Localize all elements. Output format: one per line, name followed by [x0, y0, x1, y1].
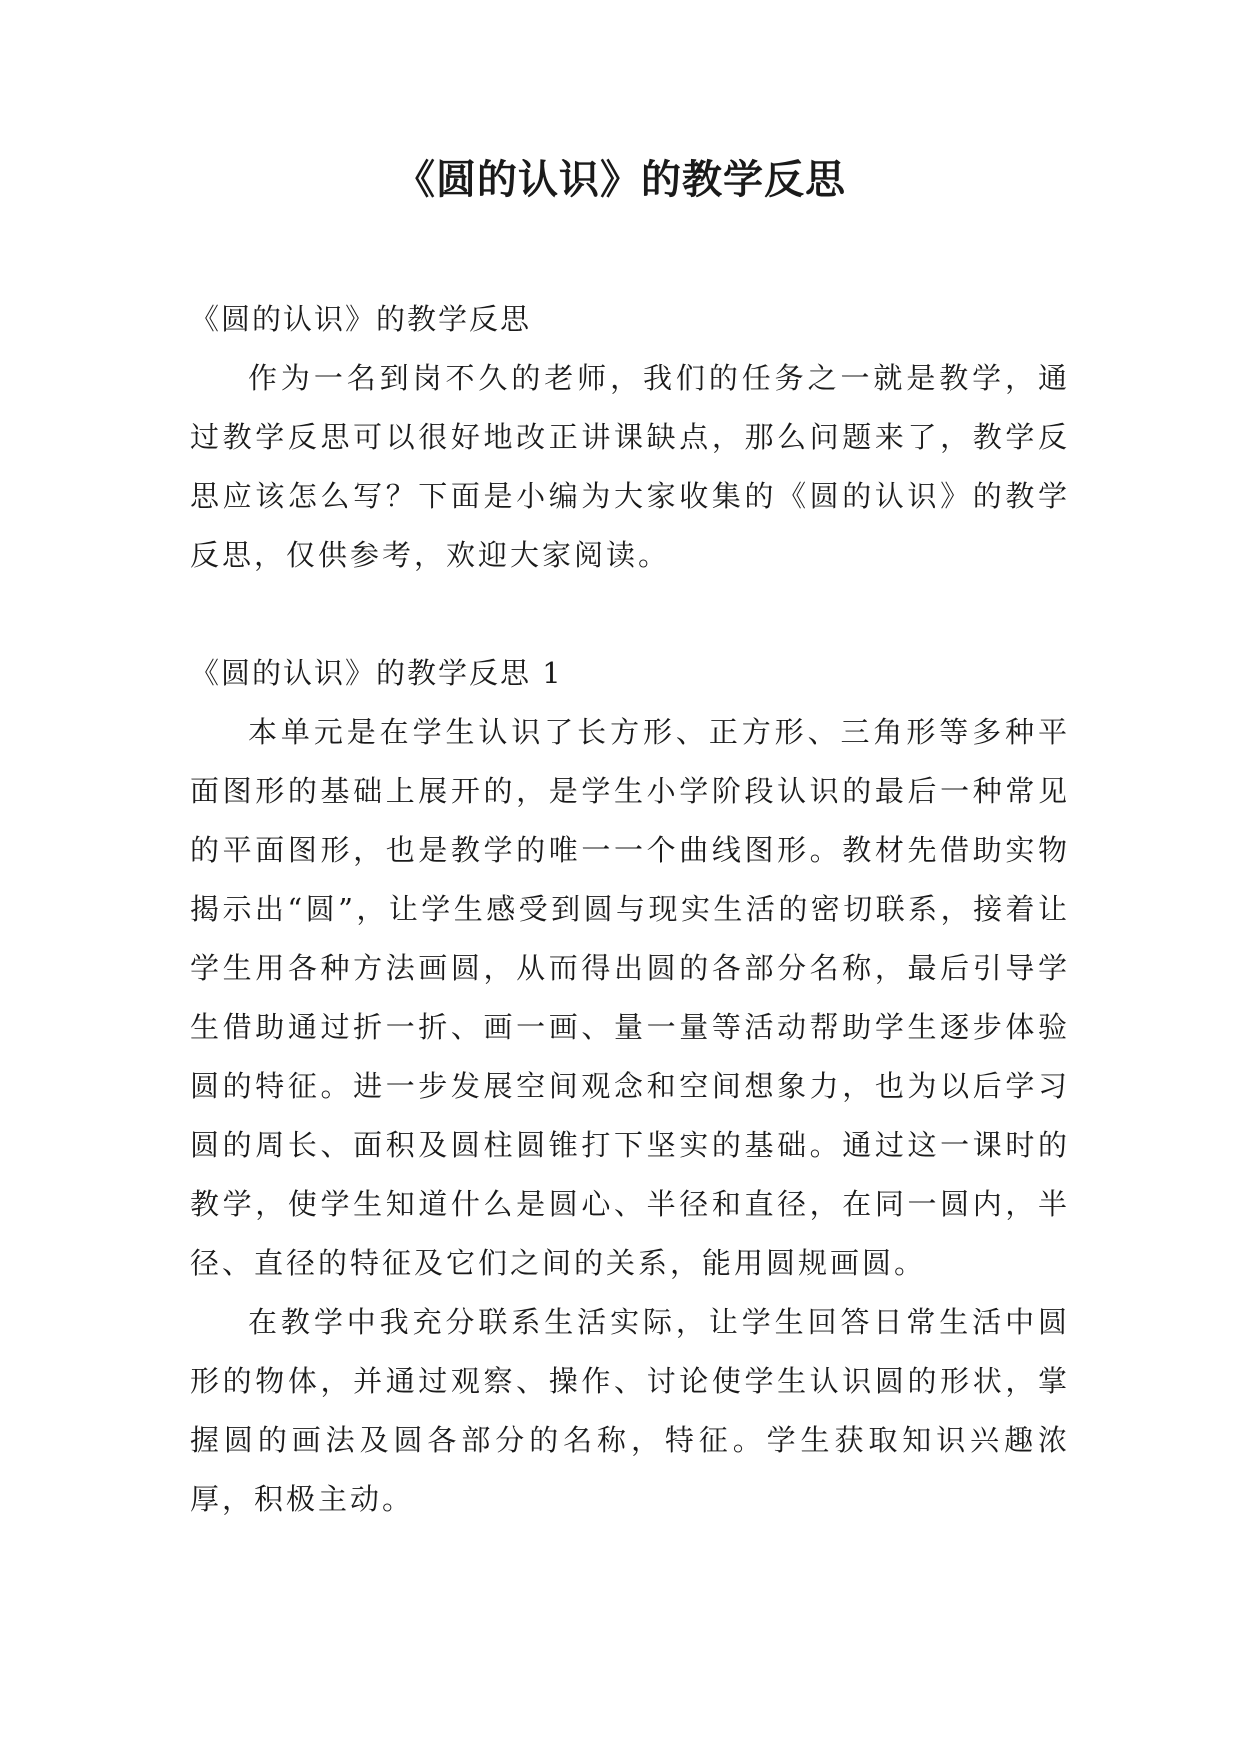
section-1-paragraph-2: 在教学中我充分联系生活实际，让学生回答日常生活中圆形的物体，并通过观察、操作、讨论使学生认识圆的形状，掌握圆的画法及圆各部分的名称，特征。学生获取知识兴趣浓厚，积极主动。 — [190, 1305, 1070, 1516]
intro-heading: 《圆的认识》的教学反思 — [190, 302, 532, 336]
section-spacer — [190, 585, 1070, 644]
section-1-heading: 《圆的认识》的教学反思 1 — [190, 656, 563, 690]
document-title: 《圆的认识》的教学反思 — [395, 157, 846, 203]
document-body — [190, 290, 1070, 1529]
intro-paragraph: 作为一名到岗不久的老师，我们的任务之一就是教学，通过教学反思可以很好地改正讲课缺点，那么问题来了，教学反思应该怎么写？下面是小编为大家收集的《圆的认识》的教学反思，仅供参考，欢迎大家阅读。 — [190, 361, 1070, 572]
section-1-paragraph-1: 本单元是在学生认识了长方形、正方形、三角形等多种平面图形的基础上展开的，是学生小学阶段认识的最后一种常见的平面图形，也是教学的唯一一个曲线图形。教材先借助实物揭示出“圆”，让学生感受到圆与现实生活的密切联系，接着让学生用各种方法画圆，从而得出圆的各部分名称，最后引导学生借助通过折一折、画一画、量一量等活动帮助学生逐步体验圆的特征。进一步发展空间观念和空间想象力，也为以后学习圆的周长、面积及圆柱圆锥打下坚实的基础。通过这一课时的教学，使学生知道什么是圆心、半径和直径，在同一圆内，半径、直径的特征及它们之间的关系，能用圆规画圆。 — [190, 715, 1070, 1280]
